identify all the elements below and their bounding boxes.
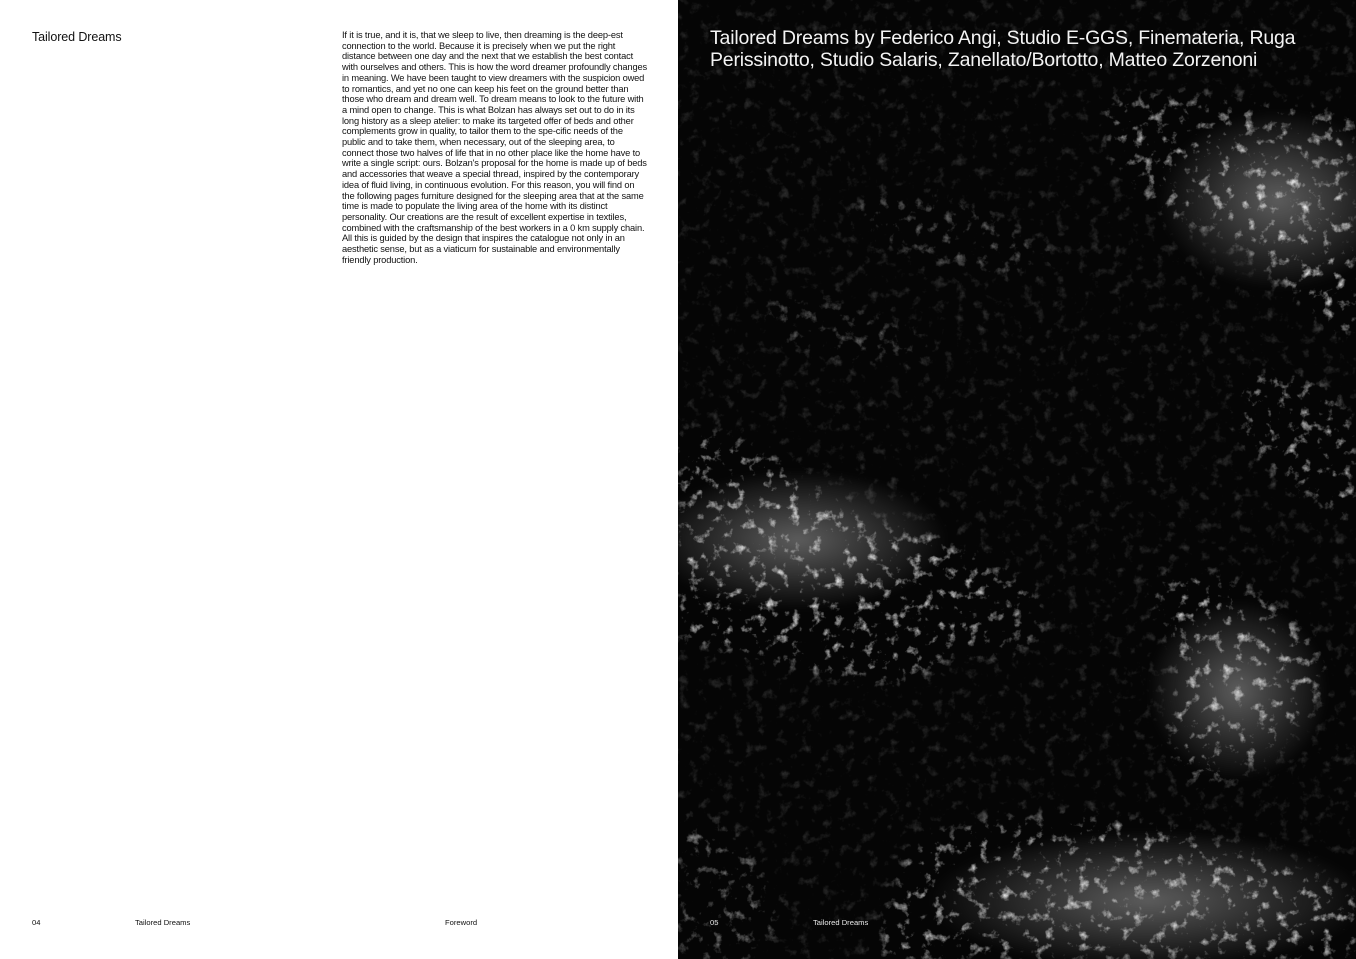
- running-title: Tailored Dreams: [32, 30, 122, 44]
- footer-title: Tailored Dreams: [813, 918, 869, 927]
- foreword-body-text: If it is true, and it is, that we sleep to live, then dreaming is the deep-est connection to the world. Because it is precisely when we put the right distance between one day and the next that we establish the best contact with ourselves and others. This is how the word dreamer profoundly changes in meaning. We have been taught to view dreamers with the suspicion owed to romantics, and yet no one can keep his feet on the ground better than those who dream and dream well. To dream means to look to the future with a mind open to change. This is what Bolzan has always set out to do in its long history as a sleep atelier: to make its targeted offer of beds and other complements grow in quality, to tailor them to the spe-cific needs of the public and to take them, when necessary, out of the sleeping area, to connect those two halves of life that in no other place like the home have to write a single script: ours. Bolzan's proposal for the home is made up of beds and accessories that weave a special thread, inspired by the contemporary idea of fluid living, in continuous evolution. For this reason, you will find on the following pages furniture designed for the sleeping area that at the same time is made to populate the living area of the home with its distinct personality. Our creations are the result of excellent expertise in textiles, combined with the craftsmanship of the best workers in a 0 km supply chain. All this is guided by the design that inspires the catalogue not only in an aesthetic sense, but as a viaticum for sustainable and environmentally friendly production.: [342, 30, 647, 265]
- footer-section: Foreword: [445, 918, 478, 927]
- footer-title: Tailored Dreams: [135, 918, 191, 927]
- page-number: 04: [32, 918, 41, 927]
- right-page: [678, 0, 1356, 959]
- sea-waves-photo: [678, 0, 1356, 959]
- headline: Tailored Dreams by Federico Angi, Studio E-GGS, Finemateria, Ruga Perissinotto, Studio Salaris, Zanellato/Bortotto, Matteo Zorzenoni: [710, 27, 1296, 71]
- page-number: 05: [710, 918, 719, 927]
